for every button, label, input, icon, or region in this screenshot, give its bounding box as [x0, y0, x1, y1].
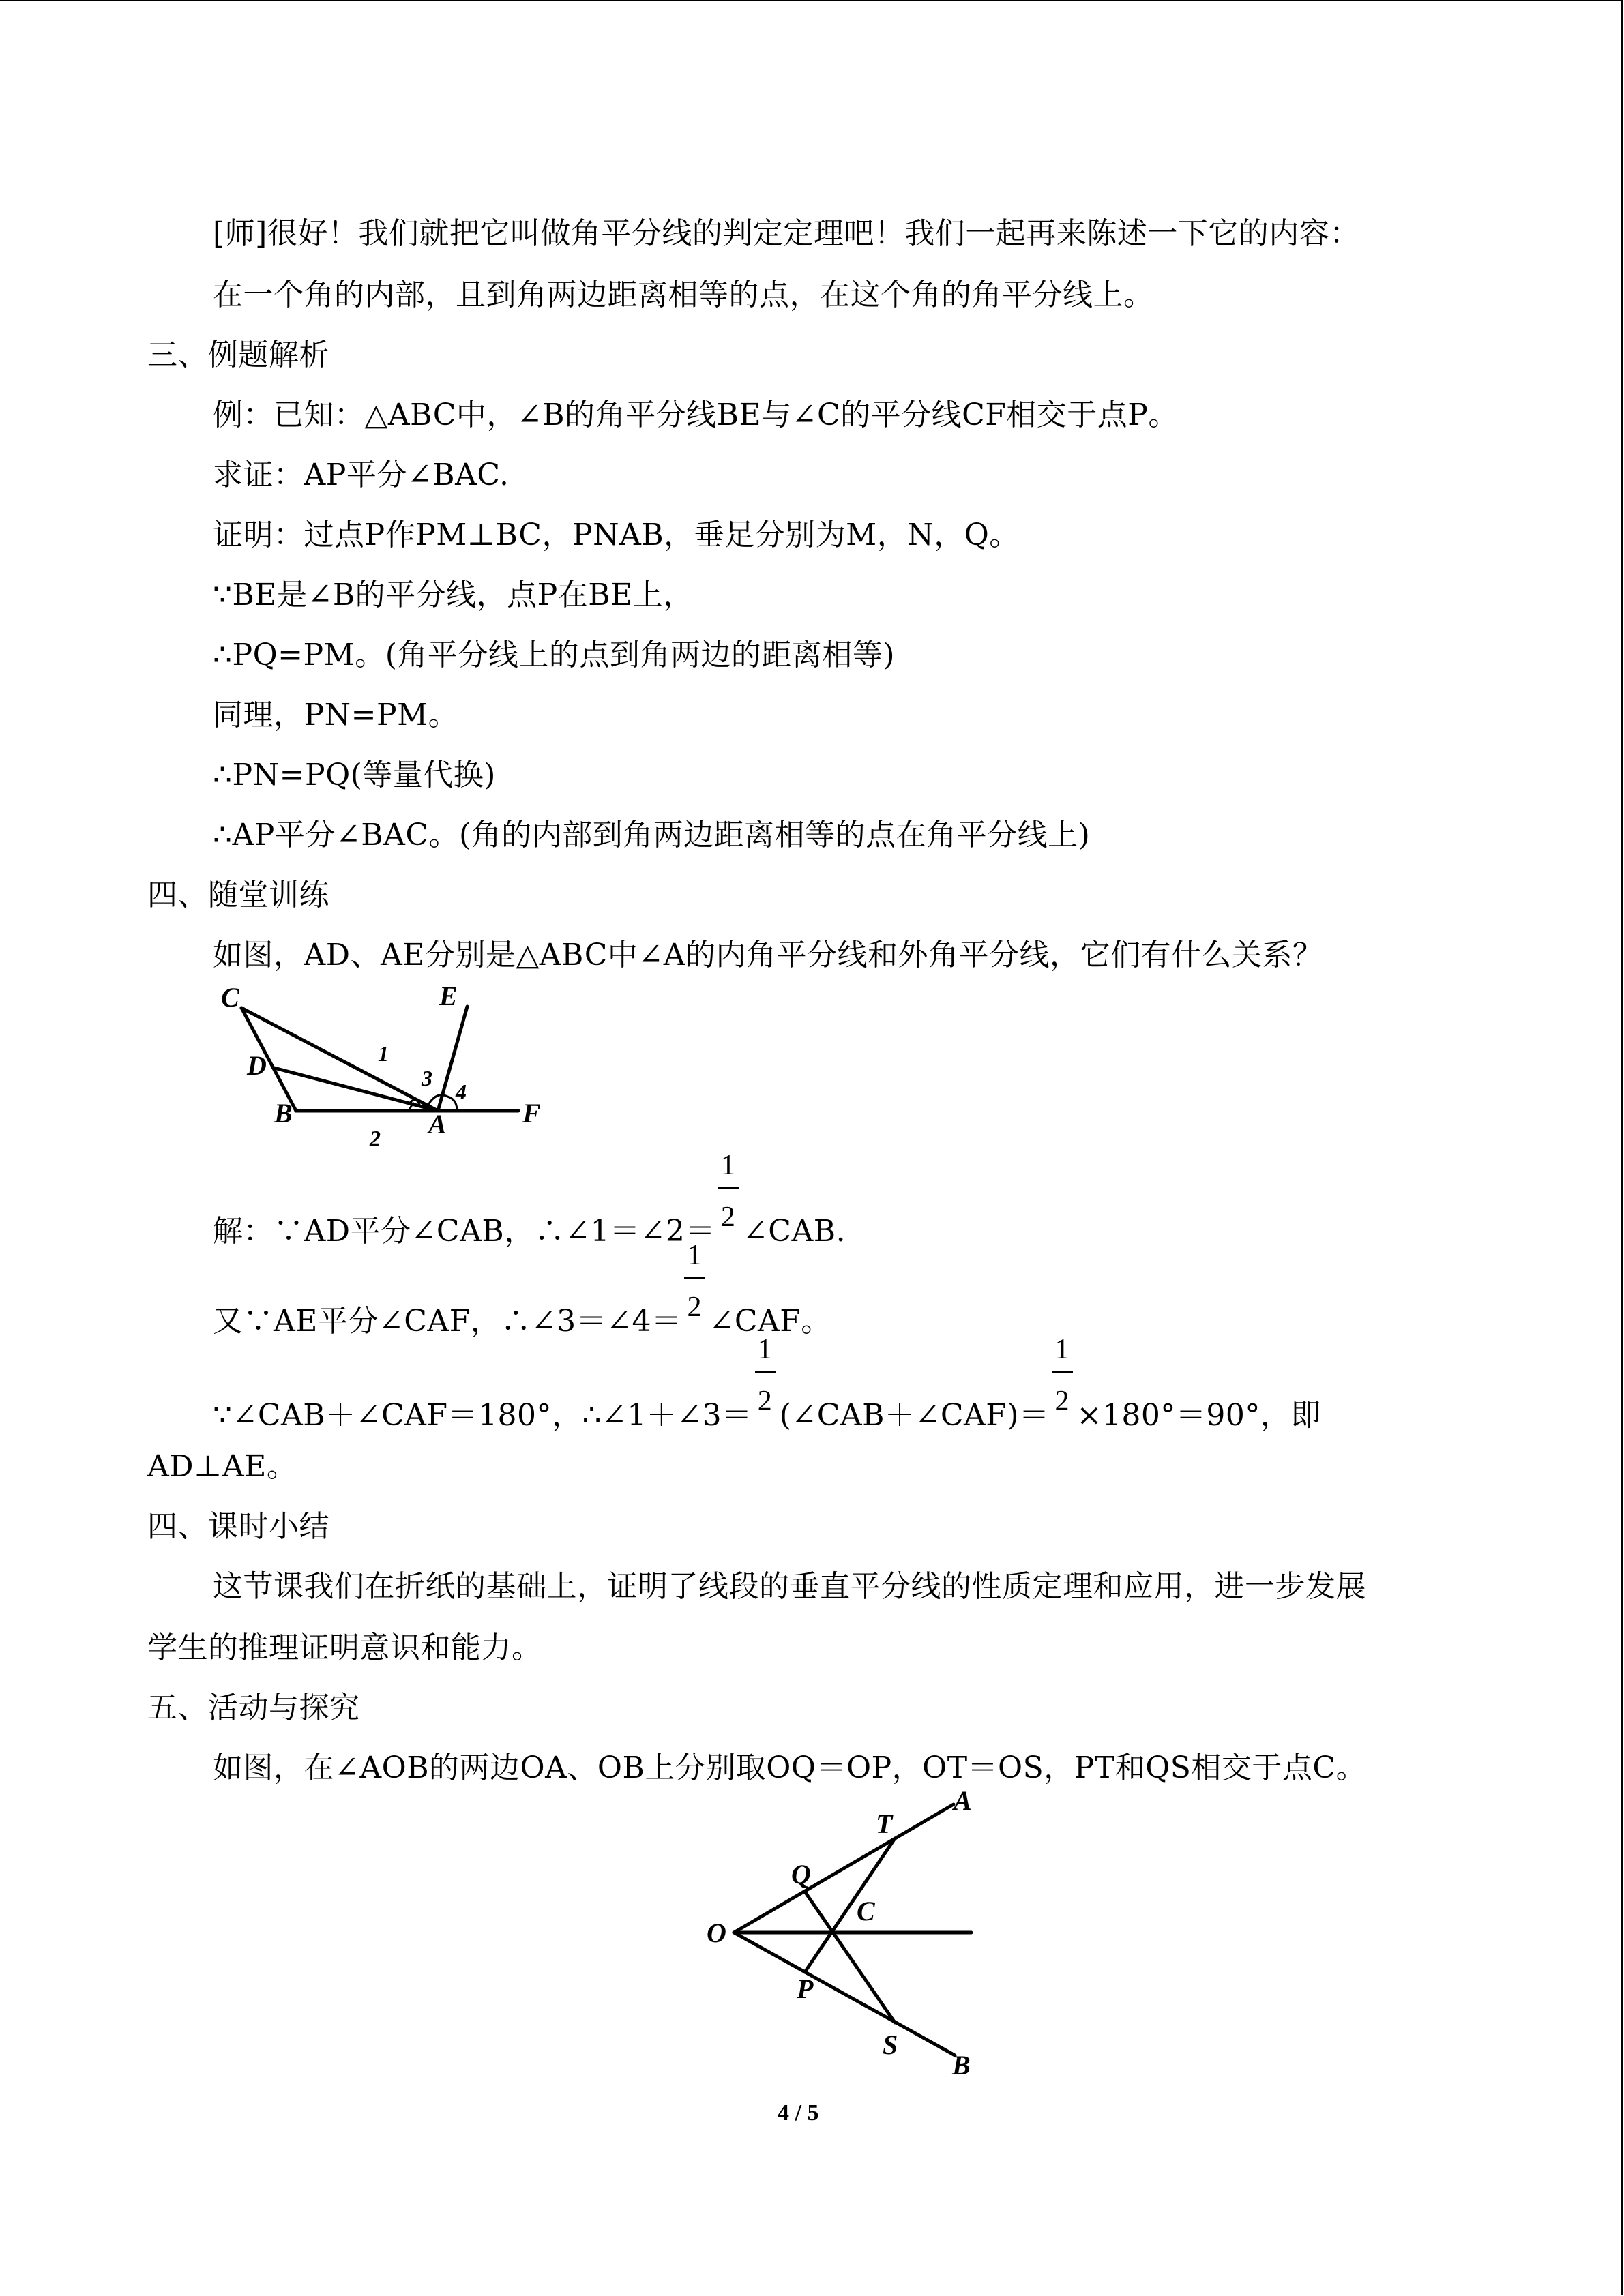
fraction-denominator: 2 — [757, 1386, 773, 1417]
segment-CA — [241, 1008, 438, 1111]
solution-line-3 — [213, 1334, 1321, 1434]
label-D: D — [247, 1050, 267, 1081]
angle-mark-3 — [428, 1095, 447, 1105]
label-4: 4 — [456, 1079, 467, 1104]
angle-aob-figure — [696, 1784, 1009, 2077]
fraction-numerator: 1 — [687, 1240, 702, 1271]
label-2: 2 — [370, 1126, 381, 1150]
proof-line-6: ∴AP平分∠BAC。(角的内部到角两边距离相等的点在角平分线上) — [213, 818, 1091, 852]
fraction-half — [681, 1240, 709, 1331]
label-Q: Q — [791, 1859, 811, 1890]
solution-line-3-text-c: ×180°＝90°，即 — [1076, 1398, 1321, 1433]
label-C: C — [221, 982, 239, 1013]
label-1: 1 — [378, 1041, 389, 1066]
section-heading-summary: 四、课时小结 — [147, 1509, 329, 1544]
solution-line-1 — [213, 1150, 846, 1250]
fraction-bar — [1052, 1371, 1073, 1373]
label-A: A — [428, 1109, 447, 1139]
teacher-line: [师]很好！我们就把它叫做角平分线的判定定理吧！我们一起再来陈述一下它的内容： — [213, 216, 1360, 251]
triangle-bisector-svg — [211, 982, 566, 1159]
label-B: B — [274, 1098, 293, 1129]
label-F: F — [522, 1098, 541, 1129]
solution-line-2-text-a: 又∵AE平分∠CAF，∴∠3＝∠4＝ — [213, 1304, 682, 1339]
solution-line-4: AD⊥AE。 — [147, 1449, 297, 1484]
section-heading-practice: 四、随堂训练 — [147, 878, 329, 912]
solution-line-1-text-a: 解：∵AD平分∠CAB，∴∠1＝∠2＝ — [213, 1214, 715, 1249]
prove-line: 求证：AP平分∠BAC. — [213, 458, 510, 492]
activity-line: 如图，在∠AOB的两边OA、OB上分别取OQ＝OP，OT＝OS，PT和QS相交于点C。 — [213, 1750, 1367, 1785]
fraction-half — [1050, 1334, 1077, 1425]
angle-aob-svg — [696, 1784, 1009, 2077]
label-T: T — [876, 1808, 893, 1839]
solution-line-2 — [213, 1240, 831, 1340]
label-S: S — [883, 2029, 898, 2060]
proof-line-4: 同理，PN=PM。 — [213, 698, 459, 732]
label-A: A — [954, 1785, 972, 1816]
label-E: E — [439, 982, 458, 1011]
label-B: B — [952, 2050, 971, 2077]
summary-line-2: 学生的推理证明意识和能力。 — [147, 1630, 542, 1665]
fraction-bar — [684, 1277, 705, 1279]
fraction-half — [715, 1150, 743, 1241]
fraction-bar — [755, 1371, 776, 1373]
proof-line-5: ∴PN=PQ(等量代换) — [213, 758, 496, 792]
solution-line-1-text-b: ∠CAB. — [742, 1214, 846, 1249]
exercise-line: 如图，AD、AE分别是△ABC中∠A的内角平分线和外角平分线，它们有什么关系？ — [213, 938, 1323, 972]
proof-line-1: 证明：过点P作PM⊥BC，PNAB，垂足分别为M，N，Q。 — [213, 518, 1020, 552]
fraction-numerator: 1 — [720, 1150, 736, 1181]
proof-line-2: ∵BE是∠B的平分线，点P在BE上， — [213, 578, 694, 612]
fraction-denominator: 2 — [687, 1292, 702, 1323]
fraction-half — [752, 1334, 780, 1425]
fraction-numerator: 1 — [1054, 1334, 1069, 1365]
solution-line-3-text-b: (∠CAB＋∠CAF)＝ — [779, 1398, 1050, 1433]
summary-line-1: 这节课我们在折纸的基础上，证明了线段的垂直平分线的性质定理和应用，进一步发展 — [213, 1569, 1366, 1604]
section-heading-activity: 五、活动与探究 — [147, 1690, 360, 1725]
page-number: 4 / 5 — [778, 2100, 819, 2126]
label-3: 3 — [422, 1066, 432, 1090]
fraction-numerator: 1 — [757, 1334, 773, 1365]
fraction-denominator: 2 — [720, 1202, 736, 1233]
proof-line-3: ∴PQ=PM。(角平分线上的点到角两边的距离相等) — [213, 638, 896, 672]
section-heading-examples: 三、例题解析 — [147, 338, 329, 372]
label-O: O — [707, 1918, 726, 1948]
solution-line-2-text-b: ∠CAF。 — [709, 1304, 831, 1339]
solution-line-3-text-a: ∵∠CAB＋∠CAF＝180°，∴∠1＋∠3＝ — [213, 1398, 752, 1433]
example-line: 例：已知：△ABC中，∠B的角平分线BE与∠C的平分线CF相交于点P。 — [213, 398, 1179, 432]
label-P: P — [797, 1973, 814, 2004]
fraction-bar — [718, 1187, 739, 1189]
triangle-bisector-figure — [211, 982, 566, 1159]
label-C: C — [857, 1896, 875, 1926]
segment-TP — [805, 1838, 895, 1972]
fraction-denominator: 2 — [1054, 1386, 1069, 1417]
segment-QS — [805, 1892, 895, 2023]
theorem-line: 在一个角的内部，且到角两边距离相等的点，在这个角的角平分线上。 — [213, 278, 1154, 312]
